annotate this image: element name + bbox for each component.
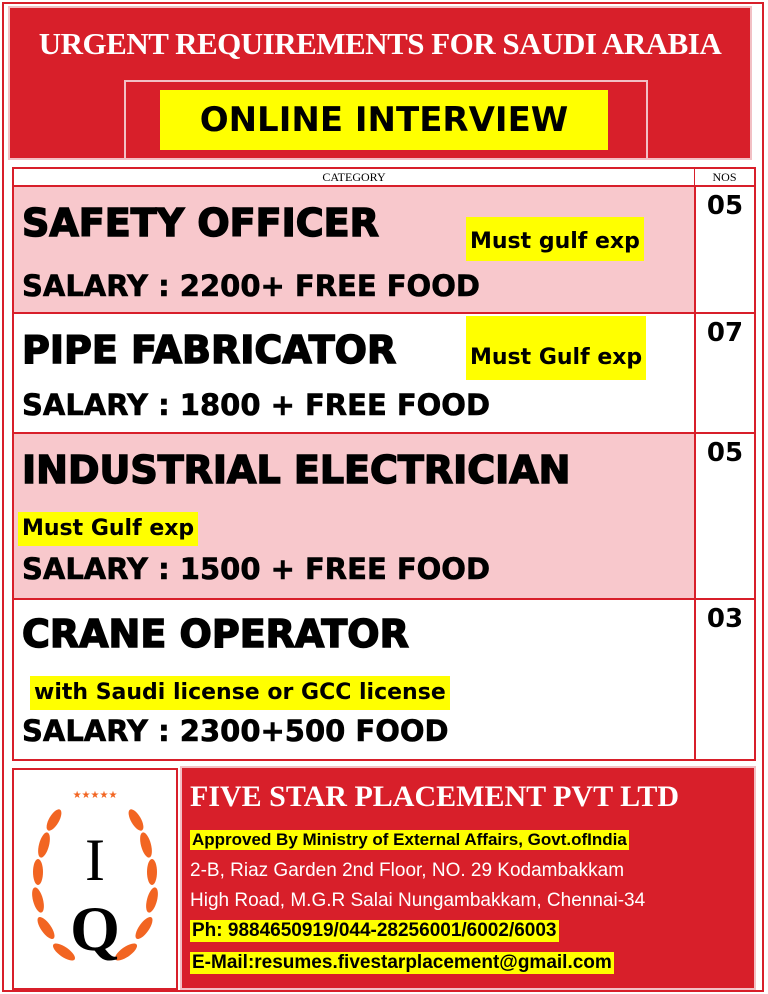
job-salary: SALARY : 2300+500 FOOD <box>22 714 449 748</box>
svg-text:Q: Q <box>70 893 120 964</box>
approval-text: Approved By Ministry of External Affairs, Govt.ofIndia <box>192 830 627 849</box>
nos-header: NOS <box>694 169 754 185</box>
job-title: PIPE FABRICATOR <box>22 328 397 372</box>
svg-text:★★★★★: ★★★★★ <box>72 790 118 801</box>
job-count: 05 <box>694 187 754 312</box>
jobs-table <box>12 167 756 761</box>
job-salary: SALARY : 1800 + FREE FOOD <box>22 388 491 422</box>
interview-label: ONLINE INTERVIEW <box>160 90 608 150</box>
svg-text:I: I <box>85 827 105 893</box>
table-row <box>14 434 754 600</box>
address-line-2: High Road, M.G.R Salai Nungambakkam, Chennai-34 <box>190 890 646 911</box>
table-row <box>14 187 754 314</box>
company-panel <box>180 766 756 990</box>
job-salary: SALARY : 1500 + FREE FOOD <box>22 552 491 586</box>
interview-box <box>124 80 648 160</box>
job-title: SAFETY OFFICER <box>22 201 379 245</box>
address-line-1: 2-B, Riaz Garden 2nd Floor, NO. 29 Kodambakkam <box>190 860 625 881</box>
job-title: CRANE OPERATOR <box>22 612 409 656</box>
job-count: 07 <box>694 314 754 432</box>
job-count: 05 <box>694 434 754 598</box>
job-note: Must Gulf exp <box>466 316 646 380</box>
phone-number: Ph: 9884650919/044-28256001/6002/6003 <box>192 920 557 941</box>
job-note: with Saudi license or GCC license <box>30 676 450 710</box>
header-banner <box>8 6 752 160</box>
job-note: Must Gulf exp <box>18 512 198 546</box>
table-header <box>14 169 754 187</box>
job-salary: SALARY : 2200+ FREE FOOD <box>22 269 480 303</box>
company-name: FIVE STAR PLACEMENT PVT LTD <box>190 780 679 813</box>
job-title: INDUSTRIAL ELECTRICIAN <box>22 448 571 492</box>
table-row <box>14 600 754 759</box>
category-header: CATEGORY <box>322 170 386 184</box>
poster-title: URGENT REQUIREMENTS FOR SAUDI ARABIA <box>38 26 722 61</box>
table-row <box>14 314 754 434</box>
company-logo <box>12 768 178 990</box>
job-count: 03 <box>694 600 754 759</box>
laurel-wreath-icon <box>14 770 176 988</box>
job-note: Must gulf exp <box>466 217 644 261</box>
email-address[interactable]: E-Mail:resumes.fivestarplacement@gmail.com <box>192 952 612 973</box>
